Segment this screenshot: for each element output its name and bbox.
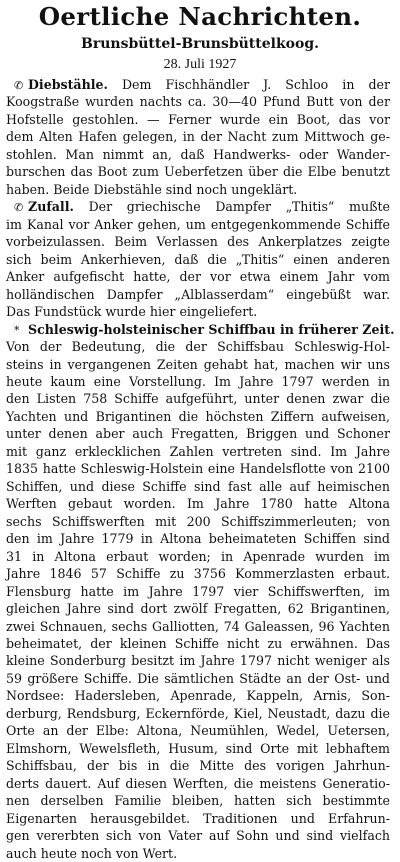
- text-line: [6, 845, 390, 862]
- line-text: Elmshorn, Wewelsfleth, Husum, sind Orte mit lebhaftem: [6, 740, 390, 756]
- text-line: [6, 76, 390, 93]
- item-marker: ✆: [14, 201, 24, 215]
- news-item: [6, 76, 390, 198]
- text-line: [6, 128, 390, 145]
- item-title: Zufall.: [28, 199, 74, 215]
- line-text: Dem Fischhändler J. Schloo in der: [107, 77, 390, 92]
- text-line: [6, 530, 390, 547]
- text-line: [6, 373, 390, 390]
- text-line: [6, 810, 390, 827]
- line-text: unter denen aber auch Fregatten, Briggen und Schoner: [6, 426, 390, 442]
- dateline: 28. Juli 1927: [163, 57, 237, 72]
- text-line: [6, 216, 390, 233]
- text-line: [6, 233, 390, 250]
- line-text: mit ganz erklecklichen Zahlen vertreten sind. Im Jahre: [6, 443, 390, 459]
- text-line: [6, 268, 390, 285]
- text-line: [6, 408, 390, 425]
- line-text: sich beim Ankerhieven, daß die „Thitis“ einen anderen: [6, 251, 390, 267]
- line-text: auch heute noch von Wert.: [6, 845, 178, 861]
- text-line: [6, 303, 390, 320]
- text-line: [6, 321, 395, 338]
- line-text: stohlen. Man nimmt an, daß Handwerks- oder Wander-: [6, 146, 390, 162]
- text-line: [6, 356, 390, 373]
- item-marker: ✆: [14, 79, 24, 92]
- line-text: haben. Beide Diebstähle sind noch ungeklärt.: [6, 181, 298, 197]
- text-line: [6, 775, 390, 792]
- text-line: [6, 618, 390, 635]
- text-line: [6, 163, 390, 180]
- text-line: [6, 583, 390, 600]
- line-text: kleine Sonderburg besitzt im Jahre 1797 nicht weniger als: [6, 653, 390, 669]
- text-line: [6, 635, 390, 652]
- text-line: [6, 146, 390, 163]
- text-line: [6, 93, 390, 110]
- news-item: [6, 198, 390, 320]
- text-line: [6, 181, 390, 198]
- line-text: Flensburg hatte im Jahre 1797 vier Schiffswerften, im: [6, 583, 390, 599]
- text-line: [6, 513, 390, 530]
- line-text: derts dauert. Auf diesen Werften, die meistens Generatio-: [6, 775, 390, 791]
- line-text: gleichen Jahre sind dort zwölf Fregatten, 62 Brigantinen,: [6, 601, 390, 617]
- text-line: [6, 495, 390, 512]
- text-line: [6, 652, 390, 669]
- line-text: Von der Bedeutung, die der Schiffsbau Schleswig-Hol-: [6, 339, 390, 355]
- text-line: [6, 565, 390, 582]
- line-text: burschen das Boot zum Ueberfetzen über die Elbe benutzt: [6, 164, 390, 180]
- text-line: [6, 286, 390, 303]
- line-text: nen derselben Familie bleiben, hatten sich bestimmte: [6, 793, 390, 809]
- item-title: Diebstähle.: [28, 77, 108, 92]
- text-line: [6, 670, 390, 687]
- line-text: Der griechische Dampfer „Thitis“ mußte: [73, 199, 390, 215]
- text-line: [6, 757, 390, 774]
- text-line: [6, 740, 390, 757]
- text-line: [6, 460, 390, 477]
- text-line: [6, 548, 390, 565]
- line-text: vorbeizulassen. Beim Verlassen des Ankerplatzes zeigte: [6, 234, 390, 250]
- text-line: [6, 443, 390, 460]
- text-line: [6, 338, 390, 355]
- line-text: sechs Schiffswerften mit 200 Schiffszimmerleuten; von: [6, 513, 390, 529]
- line-text: Orte an der Elbe: Altona, Neumühlen, Wedel, Uetersen,: [6, 723, 390, 739]
- text-line: [6, 251, 390, 268]
- news-item: [6, 321, 395, 862]
- line-text: Schiffsbau, der bis in die Mitte des vorigen Jahrhun-: [6, 758, 390, 774]
- text-line: [6, 425, 390, 442]
- text-line: [6, 111, 390, 128]
- line-text: 59 größere Schiffe. Die sämtlichen Städte an der Ost- und: [6, 670, 390, 686]
- item-marker: *: [14, 323, 20, 337]
- headline: Oertliche Nachrichten.: [38, 2, 362, 31]
- line-text: Schiffen, und diese Schiffe sind fast alle auf heimischen: [6, 478, 390, 494]
- line-text: dem Alten Hafen gelegen, in der Nacht zum Mittwoch ge-: [6, 129, 390, 145]
- text-line: [6, 478, 390, 495]
- line-text: Werften gebaut worden. Im Jahre 1780 hatte Altona: [6, 496, 390, 512]
- text-line: [6, 827, 390, 844]
- text-line: [6, 722, 390, 739]
- line-text: steins in vergangenen Zeiten gehabt hat, machen wir uns: [6, 356, 390, 372]
- line-text: beheimatet, der kleinen Schiffe nicht zu erwähnen. Das: [6, 636, 390, 651]
- line-text: Nordsee: Hadersleben, Apenrade, Kappeln, Arnis, Son-: [6, 688, 390, 704]
- line-text: Yachten und Brigantinen die höchsten Ziffern aufweisen,: [6, 408, 390, 424]
- line-text: Anker aufgefischt hatte, der vor etwa einem Jahr vom: [6, 269, 390, 285]
- line-text: zwei Schnauen, sechs Galliotten, 74 Galeassen, 96 Yachten: [6, 618, 390, 634]
- text-line: [6, 687, 390, 704]
- line-text: den im Jahre 1779 in Altona beheimateten Schiffen sind: [6, 531, 390, 547]
- text-line: [6, 705, 390, 722]
- text-line: [6, 390, 390, 407]
- line-text: Eigenarten herausgebildet. Traditionen und Erfahrun-: [6, 810, 390, 826]
- line-text: Das Fundstück wurde hier eingeliefert.: [6, 304, 258, 320]
- line-text: gen vererbten sich von Vater auf Sohn und sind vielfach: [6, 828, 390, 844]
- article-body: [6, 76, 395, 862]
- text-line: [6, 792, 390, 809]
- line-text: 31 in Altona erbaut worden; in Apenrade wurden im: [6, 548, 390, 564]
- line-text: den Listen 758 Schiffe aufgeführt, unter denen zwar die: [6, 391, 390, 407]
- text-line: [6, 198, 390, 215]
- subhead: Brunsbüttel-Brunsbüttelkoog.: [81, 36, 319, 52]
- line-text: heute kaum eine Vorstellung. Im Jahre 1797 werden in: [6, 373, 390, 389]
- line-text: 1835 hatte Schleswig-Holstein eine Handelsflotte von 2100: [6, 461, 390, 477]
- line-text: Jahre 1846 57 Schiffe zu 3756 Kommerzlasten erbaut.: [6, 566, 390, 582]
- item-title: Schleswig-holsteinischer Schiffbau in früherer Zeit.: [28, 321, 395, 337]
- line-text: derburg, Rendsburg, Eckernförde, Kiel, Neustadt, dazu die: [6, 705, 390, 721]
- line-text: Koogstraße wurden nachts ca. 30—40 Pfund Butt von der: [6, 94, 390, 110]
- text-line: [6, 600, 390, 617]
- line-text: holländischen Dampfer „Alblasserdam“ eingebüßt war.: [6, 286, 390, 302]
- line-text: im Kanal vor Anker gehen, um entgegenkommende Schiffe: [6, 216, 390, 232]
- line-text: Hofstelle gestohlen. — Ferner wurde ein Boot, das vor: [6, 111, 390, 127]
